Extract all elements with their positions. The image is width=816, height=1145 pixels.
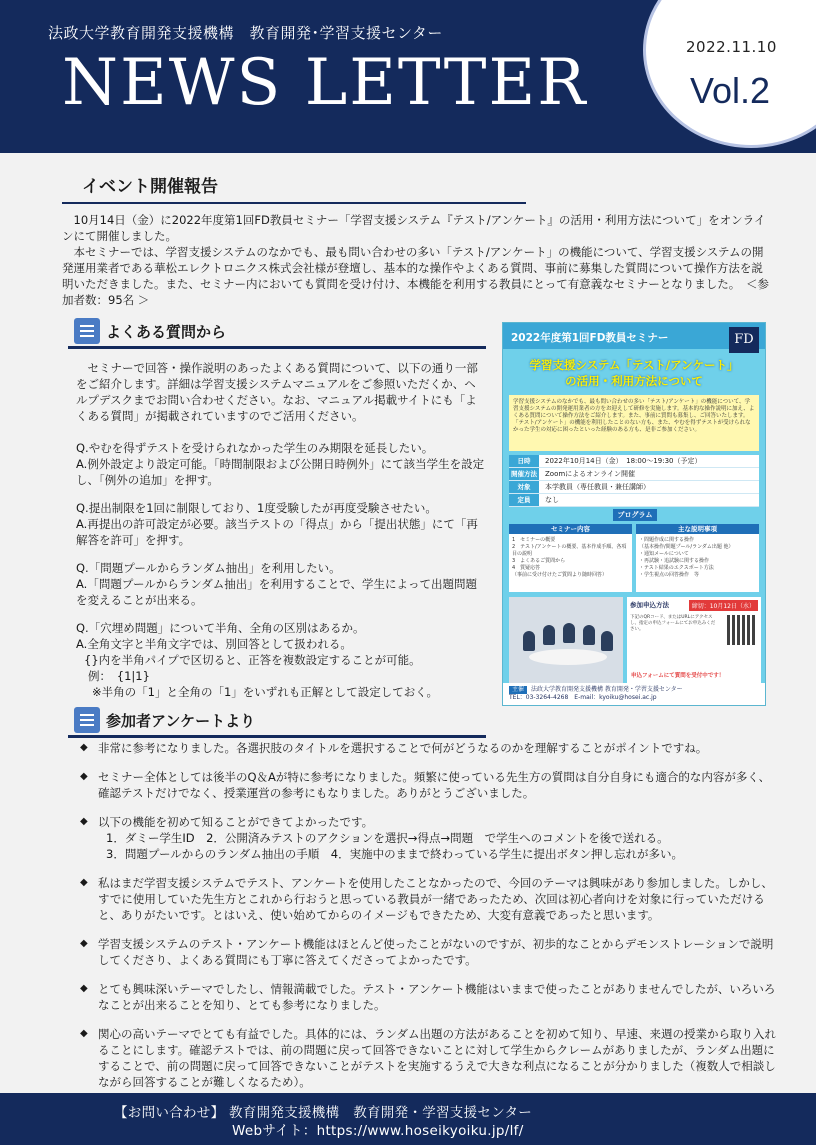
- contact-line: 【お問い合わせ】 教育開発支援機構 教育開発・学習支援センター: [114, 1105, 533, 1121]
- survey-item: [80, 875, 780, 923]
- poster-headline-line-1: 学習支援システム「テスト/アンケート」: [529, 358, 739, 372]
- survey-list: [80, 740, 780, 1103]
- survey-sub-list: 1．ダミー学生ID 2．公開済みテストのアクションを選択→得点→問題 で学生へのコメントを後で送れる。: [106, 831, 669, 845]
- organization-name: 法政大学教育開発支援機構 教育開発･学習支援センター: [48, 24, 443, 42]
- poster-row: [509, 494, 759, 507]
- registration-body: 下記のQRコード、またはURLにアクセスし、指定の申込フォームにてお申込みください。: [630, 615, 716, 632]
- faq-lead: セミナーで回答・操作説明のあったよくある質問について、以下の通り一部をご紹介します。詳細は学習支援システムマニュアルをご参照いただくか、ヘルプデスクまでお問い合わせください。なお、マニュアル掲載サイトにも「よくある質問」が掲載されていますのでご活用ください。: [76, 361, 478, 423]
- poster-column-body: ・問題作成に関する操作 （基本操作/問題プール/ランダム出題 他） ・通知メールについて ・再試験・追試験に関する操作 ・テスト結果のエクスポート方法 ・学生視点の回答操作 等: [639, 537, 734, 578]
- poster-footer: [503, 683, 765, 705]
- diamond-bullet-icon: ◆: [80, 983, 88, 994]
- survey-comment: 私はまだ学習支援システムでテスト、アンケートを使用したことなかったので、今回のテーマは興味があり参加しました。しかし、すでに使用していた先生方とこれから行おうと思っている教員が一緒であったため、次回は初心者向けを対象に行っていただけると、ありがたいです。とはいえ、使い始めてからのイメージもできたため、大変有意義であったと思います。: [98, 876, 773, 922]
- survey-comment: とても興味深いテーマでしたし、情報満載でした。テスト・アンケート機能はいままで使ったことがありませんでしたが、いろいろなことが出来ることを知り、とても参考になりました。: [98, 982, 776, 1012]
- poster-row-value: なし: [545, 496, 559, 504]
- seminar-photo: [509, 597, 623, 683]
- diamond-bullet-icon: ◆: [80, 1028, 88, 1039]
- event-heading: イベント開催報告: [82, 177, 218, 197]
- person-illustration: [583, 625, 595, 645]
- survey-item: [80, 981, 780, 1013]
- newsletter-title: NEWS LETTER: [62, 46, 588, 120]
- faq-question: Q.「穴埋め問題」について半角、全角の区別はあるか。: [76, 621, 365, 635]
- registration-note: 申込フォームにて質問を受付中です！: [631, 673, 725, 679]
- poster-details-table: [509, 455, 759, 507]
- survey-item: [80, 814, 780, 862]
- survey-sub-list: 3．問題プールからのランダム抽出の手順 4．実施中のままで終わっている学生に提出ボタン押し忘れが多い。: [106, 847, 683, 861]
- faq-section-header: [74, 318, 226, 344]
- poster-program-columns: [509, 524, 759, 592]
- faq-question: Q.「問題プールからランダム抽出」を利用したい。: [76, 561, 341, 575]
- seminar-poster: [502, 322, 766, 706]
- event-intro: [62, 212, 774, 308]
- diamond-bullet-icon: ◆: [80, 816, 88, 827]
- faq-question: Q.やむを得ずテストを受けられなかった学生のみ期限を延長したい。: [76, 441, 434, 455]
- survey-comment: 非常に参考になりました。各選択肢のタイトルを選択することで何がどうなるのかを理解することがポイントですね。: [98, 741, 708, 755]
- poster-description: 学習支援システムのなかでも、最も問い合わせの多い「テスト/アンケート」の機能について、学習支援システムの開発運用業者の方をお迎えして研修を実施します。基本的な操作説明に加え、よくある質問について操作方法をご紹介します。また、事前に質問も募集し、ご回答いたします。「テスト/アンケート」の機能を利用したことのない方も、また、やむを得ずテストが受けられなかった学生の対応に困ったといった経験のある方も、是非ご参加ください。: [509, 395, 759, 451]
- diamond-bullet-icon: ◆: [80, 938, 88, 949]
- faq-answer: A.「問題プールからランダム抽出」を利用することで、学生によって出題問題を変えることが出来る。: [76, 577, 478, 607]
- issue-date: 2022.11.10: [686, 38, 777, 56]
- registration-heading: 参加申込方法: [630, 601, 669, 609]
- faq-answer: A.全角文字と半角文字では、別回答として扱われる。: [76, 637, 352, 651]
- faq-answer: A.再提出の許可設定が必要。該当テストの「得点」から「提出状態」にて「再解答を許可」を押す。: [76, 517, 478, 547]
- survey-item: [80, 740, 780, 756]
- footer-banner: [0, 1093, 816, 1145]
- poster-row-key: 開催方法: [511, 470, 537, 478]
- poster-headline-line-2: の活用・利用方法について: [565, 374, 703, 388]
- table-illustration: [529, 649, 607, 665]
- person-illustration: [543, 625, 555, 645]
- intro-paragraph-1: 10月14日（金）に2022年度第1回FD教員セミナー「学習支援システム『テスト/アンケート』の活用・利用方法について」をオンラインにて開催しました。: [62, 213, 766, 243]
- document-icon: [74, 707, 100, 733]
- poster-row: [509, 481, 759, 494]
- poster-main-topics: [636, 524, 759, 592]
- faq-item: [76, 440, 486, 488]
- survey-comment: 関心の高いテーマでとても有益でした。具体的には、ランダム出題の方法があることを初めて知り、早速、来週の授業から取り入れることにします。確認テストでは、前の問題に戻って回答できないことに対して学生からクレームがありましたが、ランダム出題にすることで、前の問題に戻って回答できないことがテストを実施するうえで大きな利点になることが分かりました（複数人で相談しながら回答することが難しくなるため）。: [98, 1027, 777, 1089]
- intro-paragraph-2: 本セミナーでは、学習支援システムのなかでも、最も問い合わせの多い「テスト/アンケート」の機能について、学習支援システムの開発運用業者である華松エレクトロニクス株式会社様が登壇し、基本的な操作やよくある質問、事前に募集した質問について操作方法を説明いただきました。また、セミナー内においても質問を受け付け、本機能を利用する教員にとって有意義なセミナーとなりました。 ＜参加者数：95名 ＞: [62, 245, 770, 307]
- poster-row-key: 対象: [509, 481, 539, 493]
- poster-row-value: 本学教員（専任教員・兼任講師）: [545, 483, 650, 491]
- poster-organizer-label: 主催: [509, 686, 527, 694]
- diamond-bullet-icon: ◆: [80, 771, 88, 782]
- faq-item: [76, 620, 486, 700]
- faq-divider: [68, 346, 486, 349]
- poster-contact: TEL：03-3264-4268 E-mail：kyoiku@hosei.ac.jp: [509, 694, 657, 701]
- faq-answer: A.例外設定より設定可能。「時間制限および公開日時例外」にて該当学生を設定し、「例外の追加」を押す。: [76, 457, 485, 487]
- faq-answer-note: ※半角の「1」と全角の「1」をいずれも正解として設定しておく。: [92, 685, 439, 699]
- survey-item: [80, 769, 780, 801]
- poster-row: [509, 468, 759, 481]
- poster-registration: [627, 597, 761, 683]
- document-icon: [74, 318, 100, 344]
- event-divider: [62, 202, 526, 204]
- poster-row-key: 日時: [509, 455, 539, 467]
- diamond-bullet-icon: ◆: [80, 742, 88, 753]
- poster-headline: [503, 357, 765, 389]
- person-illustration: [601, 631, 613, 651]
- poster-row-key: 定員: [509, 494, 539, 506]
- survey-divider: [68, 735, 486, 738]
- diamond-bullet-icon: ◆: [80, 877, 88, 888]
- qr-code-icon: [727, 615, 757, 645]
- faq-answer-detail: {}内を半角パイプで区切ると、正答を複数設定することが可能。: [84, 653, 421, 667]
- survey-item: [80, 936, 780, 968]
- survey-section-header: [74, 707, 255, 733]
- survey-comment: 学習支援システムのテスト・アンケート機能はほとんど使ったことがないのですが、初歩的なことからデモンストレーションで説明してくださり、よくある質問にも丁寧に答えてくださってよかったです。: [98, 937, 774, 967]
- website-link[interactable]: Webサイト：https://www.hoseikyoiku.jp/lf/: [232, 1123, 524, 1139]
- survey-heading: 参加者アンケートより: [106, 711, 256, 730]
- survey-comment: 以下の機能を初めて知ることができてよかったです。: [98, 815, 374, 829]
- poster-row-value: 2022年10月14日（金） 18:00〜19:30（予定）: [545, 457, 702, 465]
- poster-top-title: 2022年度第1回FD教員セミナー: [503, 323, 765, 349]
- poster-column-body: 1 セミナーの概要 2 テスト/アンケートの概要、基本作成手順、各項目の説明 3 よくあるご質問から 4 質疑応答 （事前に受け付けたご質問より随時回答）: [512, 537, 627, 578]
- poster-column-heading: セミナー内容: [509, 524, 632, 534]
- survey-comment: セミナー全体としては後半のQ＆Aが特に参考になりました。頻繁に使っている先生方の質問は自分自身にも適合的な内容が多く、確認テストだけでなく、授業運営の参考にもなりました。ありがとうございました。: [98, 770, 771, 800]
- poster-seminar-content: [509, 524, 632, 592]
- faq-item: [76, 500, 486, 548]
- survey-item: [80, 1026, 780, 1090]
- faq-question: Q.提出制限を1回に制限しており、1度受験したが再度受験させたい。: [76, 501, 437, 515]
- faq-answer-example: 例： {1|1}: [88, 669, 150, 683]
- poster-row: [509, 455, 759, 468]
- faq-item: [76, 560, 486, 608]
- issue-volume: Vol.2: [690, 70, 771, 111]
- poster-row-value: Zoomによるオンライン開催: [545, 470, 635, 478]
- fd-logo: FD: [729, 327, 759, 353]
- person-illustration: [563, 623, 575, 643]
- poster-program-label: プログラム: [613, 509, 657, 521]
- poster-organizer: 法政大学教育開発支援機構 教育開発・学習支援センター: [531, 686, 683, 693]
- person-illustration: [523, 631, 535, 651]
- poster-column-heading: 主な説明事項: [636, 524, 759, 534]
- registration-deadline: 締切：10月12日（水）: [689, 600, 758, 611]
- faq-body: [76, 360, 486, 712]
- faq-heading: よくある質問から: [106, 322, 227, 341]
